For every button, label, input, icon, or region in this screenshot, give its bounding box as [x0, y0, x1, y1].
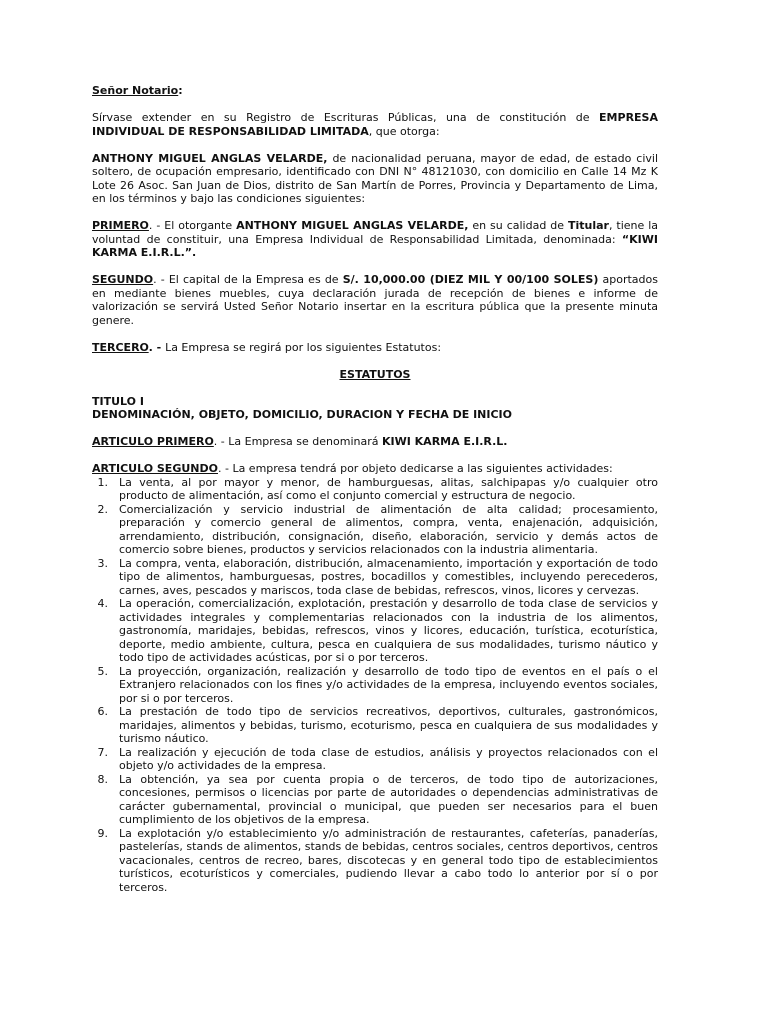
list-item-number: 4.	[97, 597, 108, 610]
clause-tercero-sep: . -	[148, 340, 166, 354]
party-details: de nacionalidad peruana, mayor de edad, de estado civil soltero, de ocupación empresario, identificado con DNI N° 48121030, con domicilio en Calle 14 Mz K Lote 26 Asoc. San Juan de Dios, distrito de San Martín de Porres, Provincia y Departamento de Lima, en los términos y bajo las condiciones siguientes:	[92, 151, 659, 205]
document-body	[92, 84, 658, 894]
list-item-number: 6.	[97, 705, 108, 718]
list-item-text: La proyección, organización, realización y desarrollo de todo tipo de eventos en el país o el Extranjero relacionados con los fines y/o actividades de la empresa, incluyendo eventos sociales, por si o por terceros.	[119, 664, 658, 705]
list-item	[92, 773, 658, 827]
list-item-number: 1.	[97, 475, 108, 489]
intro-text: Sírvase extender en su Registro de Escrituras Públicas, una de constitución de	[92, 111, 600, 124]
clause-primero-text-2: en su calidad de	[468, 219, 568, 232]
titulo-name: DENOMINACIÓN, OBJETO, DOMICILIO, DURACION Y FECHA DE INICIO	[92, 408, 512, 421]
clause-tercero-text: La Empresa se regirá por los siguientes Estatutos:	[165, 340, 442, 354]
list-item-number: 7.	[97, 745, 108, 759]
list-item-number: 8.	[97, 772, 108, 786]
clause-segundo-label: SEGUNDO	[92, 273, 154, 286]
list-item-number: 9.	[97, 826, 108, 840]
list-item-number: 5.	[97, 664, 108, 678]
list-item	[92, 476, 658, 503]
clause-primero-text-1: . - El otorgante	[148, 219, 237, 232]
salutation-colon: :	[178, 84, 183, 97]
salutation-line	[92, 84, 658, 98]
list-item	[92, 665, 658, 706]
intro-text-end: , que otorga:	[368, 124, 440, 138]
clause-primero	[92, 219, 658, 260]
article-segundo-label: ARTICULO SEGUNDO	[92, 462, 218, 475]
company-type: EMPRESA INDIVIDUAL DE RESPONSABILIDAD LIMITADA	[92, 111, 658, 138]
article-segundo-text: . - La empresa tendrá por objeto dedicarse a las siguientes actividades:	[217, 462, 613, 475]
clause-segundo-text-2: aportados en mediante bienes muebles, cuya declaración jurada de recepción de bienes e informe de valorización se servirá Usted Señor Notario insertar en la escritura pública que la presente minuta genere.	[92, 273, 658, 327]
party-paragraph	[92, 152, 658, 206]
list-item-text: La venta, al por mayor y menor, de hamburguesas, alitas, salchipapas y/o cualquier otro producto de alimentación, así como el conjunto comercial y estructura de negocio.	[119, 475, 658, 502]
article-primero-label: ARTICULO PRIMERO	[92, 435, 214, 448]
list-item	[92, 746, 658, 773]
titulo-subheading	[92, 408, 658, 422]
list-item-text: La prestación de todo tipo de servicios recreativos, deportivos, culturales, gastronómicos, maridajes, alimentos y bebidas, turismo, ecoturismo, pesca en cualquiera de sus modalidades y turismo náutico.	[119, 705, 658, 745]
list-item	[92, 705, 658, 746]
list-item-text: Comercialización y servicio industrial de alimentación de alta calidad; procesamiento, preparación y comercio general de alimentos, compra, venta, enajenación, adquisición, arrendamiento, distribución, consignación, diseño, elaboración, servicio y demás actos de comercio sobre bienes, productos y servicios relacionados con la industria alimentaria.	[119, 502, 658, 556]
salutation: Señor Notario	[92, 84, 179, 97]
clause-primero-company: “KIWI KARMA E.I.R.L.”.	[92, 232, 658, 259]
clause-primero-label: PRIMERO	[92, 219, 149, 232]
article-primero	[92, 435, 658, 449]
list-item-text: La obtención, ya sea por cuenta propia o de terceros, de todo tipo de autorizaciones, concesiones, permisos o licencias por parte de autoridades o dependencias administrativas de carácter gubernamental, provincial o municipal, que pueden ser necesarios para el buen cumplimiento de los objetivos de la empresa.	[119, 772, 658, 826]
estatutos-title: ESTATUTOS	[339, 367, 411, 381]
clause-primero-titular: Titular	[567, 219, 609, 232]
intro-paragraph	[92, 111, 658, 138]
list-item	[92, 557, 658, 598]
estatutos-heading	[92, 368, 658, 382]
activities-list	[92, 476, 658, 895]
clause-primero-name: ANTHONY MIGUEL ANGLAS VELARDE,	[236, 219, 469, 232]
clause-tercero-label: TERCERO	[92, 340, 149, 354]
article-segundo	[92, 462, 658, 476]
list-item-text: La explotación y/o establecimiento y/o administración de restaurantes, cafeterías, panaderías, pastelerías, stands de alimentos, stands de bebidas, centros sociales, centros deportivos, centros vacacionales, centros de recreo, bares, discotecas y en general todo tipo de establecimientos turísticos, ecoturísticos y comerciales, pudiendo llevar a cabo todo lo anterior por sí o por terceros.	[119, 826, 658, 894]
clause-tercero	[92, 341, 658, 355]
article-primero-company: KIWI KARMA E.I.R.L.	[381, 435, 508, 448]
list-item-text: La realización y ejecución de toda clase de estudios, análisis y proyectos relacionados con el objeto y/o actividades de la empresa.	[119, 745, 658, 772]
party-name: ANTHONY MIGUEL ANGLAS VELARDE,	[92, 151, 328, 165]
titulo-number: TITULO I	[92, 394, 144, 408]
list-item-text: La compra, venta, elaboración, distribución, almacenamiento, importación y exportación de todo tipo de alimentos, hamburguesas, postres, bocadillos y comestibles, incluyendo perecederos, carnes, aves, pescados y mariscos, toda clase de bebidas, refrescos, vinos, licores y cervezas.	[119, 556, 658, 597]
list-item-number: 3.	[97, 556, 108, 570]
clause-segundo-amount: S/. 10,000.00 (DIEZ MIL Y 00/100 SOLES)	[342, 273, 599, 286]
clause-segundo-text-1: . - El capital de la Empresa es de	[153, 273, 343, 286]
list-item-text: La operación, comercialización, explotación, prestación y desarrollo de toda clase de servicios y actividades integrales y complementarias relacionados con la industria de los alimentos, gastronomía, maridajes, bebidas, refrescos, vinos y licores, educación, turística, ecoturística, deporte, medio ambiente, cultura, pesca en cualquiera de sus modalidades, turismo náutico y todo tipo de actividades acústicas, por si o por terceros.	[119, 597, 658, 664]
clause-segundo	[92, 273, 658, 327]
list-item	[92, 827, 658, 895]
list-item	[92, 597, 658, 665]
titulo-heading	[92, 395, 658, 409]
clause-primero-text-3: , tiene la voluntad de constituir, una Empresa Individual de Responsabilidad Limitada, denominada:	[92, 219, 658, 246]
article-primero-text: . - La Empresa se denominará	[213, 435, 382, 448]
list-item	[92, 503, 658, 557]
list-item-number: 2.	[97, 502, 108, 516]
